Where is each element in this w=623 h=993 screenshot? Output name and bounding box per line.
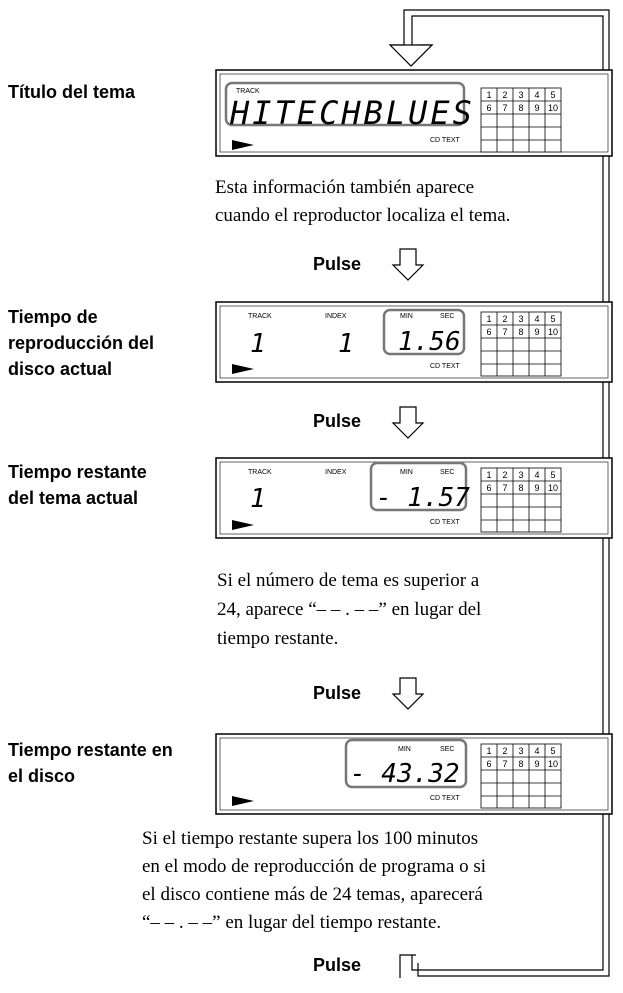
label-restante-tema-line1: Tiempo restante <box>8 462 147 482</box>
track-remaining-time: - 1.57 <box>376 483 470 513</box>
grid-cell-number: 3 <box>518 314 524 324</box>
grid-cell-number: 7 <box>502 483 508 493</box>
label-restante-tema-line2: del tema actual <box>8 488 139 508</box>
label-tiempo-actual-line2: reproducción del <box>8 333 155 353</box>
cd-text-label: CD TEXT <box>430 363 460 370</box>
grid-cell-number: 5 <box>550 746 556 756</box>
label-tiempo-actual-line1: Tiempo de <box>8 307 98 327</box>
label-titulo-del-tema: Título del tema <box>8 82 136 102</box>
track-number: 1 <box>250 484 266 514</box>
grid-cell-number: 5 <box>550 314 556 324</box>
para3-line3: el disco contiene más de 24 temas, aparecerá <box>142 884 483 905</box>
cd-text-label: CD TEXT <box>430 137 460 144</box>
para1-line1: Esta información también aparece <box>215 177 475 198</box>
grid-cell-number: 10 <box>547 483 559 493</box>
para2-line1: Si el número de tema es superior a <box>217 570 480 591</box>
grid-cell-number: 9 <box>534 327 540 337</box>
grid-cell-number: 3 <box>518 90 524 100</box>
pulse-label: Pulse <box>313 254 362 274</box>
min-label: MIN <box>398 746 411 753</box>
grid-cell-number: 4 <box>534 470 540 480</box>
grid-cell-number: 4 <box>534 314 540 324</box>
grid-cell-number: 10 <box>547 327 559 337</box>
para1-line2: cuando el reproductor localiza el tema. <box>215 205 511 226</box>
track-label: TRACK <box>248 469 272 476</box>
track-label: TRACK <box>236 88 260 95</box>
para3-line1: Si el tiempo restante supera los 100 minutos <box>142 828 479 849</box>
index-number: 1 <box>338 329 354 359</box>
min-label: MIN <box>400 313 413 320</box>
grid-cell-number: 7 <box>502 327 508 337</box>
elapsed-time: 1.56 <box>398 327 461 357</box>
grid-cell-number: 9 <box>534 759 540 769</box>
grid-cell-number: 6 <box>486 327 492 337</box>
track-label: TRACK <box>248 313 272 320</box>
grid-cell-number: 3 <box>518 746 524 756</box>
index-label: INDEX <box>325 469 347 476</box>
grid-cell-number: 6 <box>486 483 492 493</box>
grid-cell-number: 1 <box>486 470 492 480</box>
sec-label: SEC <box>440 746 455 753</box>
grid-cell-number: 10 <box>547 103 559 113</box>
para3-line4: “– – . – –” en lugar del tiempo restante. <box>142 912 442 933</box>
sec-label: SEC <box>440 469 455 476</box>
grid-cell-number: 8 <box>518 327 524 337</box>
grid-cell-number: 7 <box>502 759 508 769</box>
pulse-label: Pulse <box>313 683 362 703</box>
grid-cell-number: 8 <box>518 759 524 769</box>
label-restante-disco-line1: Tiempo restante en <box>8 740 173 760</box>
index-label: INDEX <box>325 313 347 320</box>
grid-cell-number: 9 <box>534 483 540 493</box>
label-restante-disco-line2: el disco <box>8 766 76 786</box>
grid-cell-number: 2 <box>502 90 508 100</box>
track-number: 1 <box>250 329 266 359</box>
grid-cell-number: 4 <box>534 746 540 756</box>
para3-line2: en el modo de reproducción de programa o si <box>142 856 486 877</box>
grid-cell-number: 2 <box>502 314 508 324</box>
grid-cell-number: 1 <box>486 90 492 100</box>
grid-cell-number: 2 <box>502 470 508 480</box>
grid-cell-number: 5 <box>550 470 556 480</box>
title-text: HITECHBLUES <box>230 94 475 132</box>
grid-cell-number: 8 <box>518 483 524 493</box>
grid-cell-number: 1 <box>486 746 492 756</box>
grid-cell-number: 1 <box>486 314 492 324</box>
grid-cell-number: 6 <box>486 759 492 769</box>
grid-cell-number: 4 <box>534 90 540 100</box>
grid-cell-number: 6 <box>486 103 492 113</box>
para2-line2: 24, aparece “– – . – –” en lugar del <box>217 599 482 620</box>
grid-cell-number: 7 <box>502 103 508 113</box>
pulse-label: Pulse <box>313 411 362 431</box>
grid-cell-number: 3 <box>518 470 524 480</box>
disc-remaining-time: - 43.32 <box>350 759 460 789</box>
sec-label: SEC <box>440 313 455 320</box>
grid-cell-number: 9 <box>534 103 540 113</box>
grid-cell-number: 8 <box>518 103 524 113</box>
pulse-label: Pulse <box>313 955 362 975</box>
grid-cell-number: 5 <box>550 90 556 100</box>
cd-text-label: CD TEXT <box>430 519 460 526</box>
cd-text-label: CD TEXT <box>430 795 460 802</box>
grid-cell-number: 10 <box>547 759 559 769</box>
grid-cell-number: 2 <box>502 746 508 756</box>
min-label: MIN <box>400 469 413 476</box>
label-tiempo-actual-line3: disco actual <box>8 359 113 379</box>
para2-line3: tiempo restante. <box>217 628 339 649</box>
